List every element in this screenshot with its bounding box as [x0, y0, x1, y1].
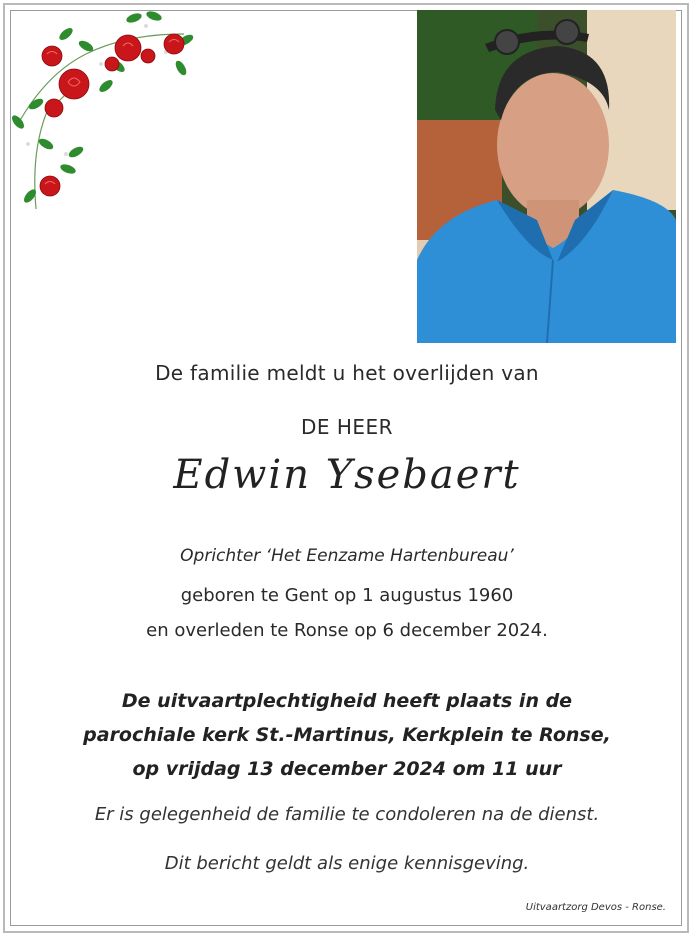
funeral-line-2: parochiale kerk St.-Martinus, Kerkplein te Ronse, [83, 724, 611, 746]
roses-corner-icon [6, 4, 196, 216]
founder-text: Oprichter ‘Het Eenzame Hartenbureau’ [180, 546, 514, 566]
funeral-line-3: op vrijdag 13 december 2024 om 11 uur [132, 758, 562, 780]
condolence-text: Er is gelegenheid de familie te condoleren na de dienst. [94, 804, 600, 825]
notice-text: Dit bericht geldt als enige kennisgeving. [164, 853, 530, 874]
portrait-photo [417, 10, 676, 343]
funeral-home-footer: Uitvaartzorg Devos - Ronse. [525, 902, 666, 913]
death-text: en overleden te Ronse op 6 december 2024. [146, 620, 548, 641]
intro-text: De familie meldt u het overlijden van [155, 361, 539, 385]
deceased-name: Edwin Ysebaert [173, 452, 521, 498]
funeral-line-1: De uitvaartplechtigheid heeft plaats in de [121, 690, 573, 712]
honorific-title: DE HEER [300, 415, 394, 439]
birth-text: geboren te Gent op 1 augustus 1960 [180, 585, 514, 606]
